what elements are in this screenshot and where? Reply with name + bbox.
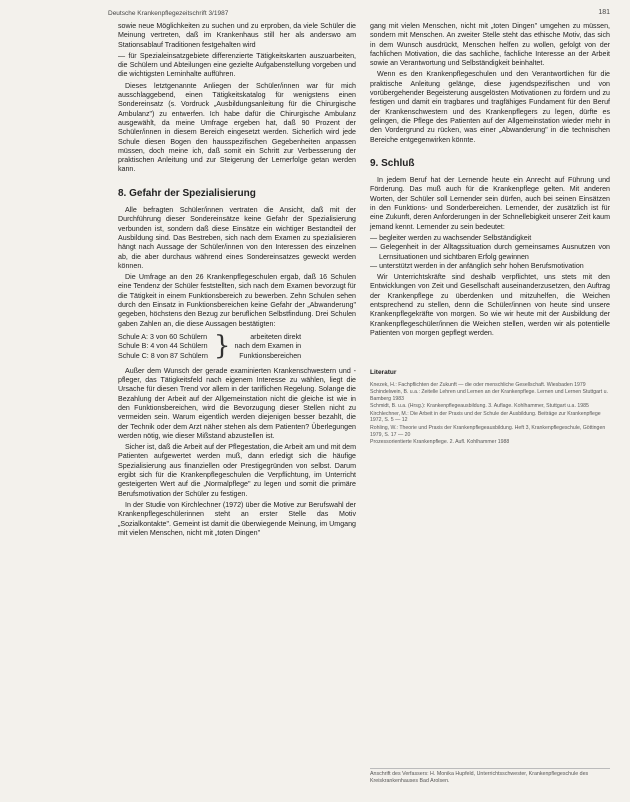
list-item: — begleiter werden zu wachsender Selbständigkeit xyxy=(370,233,532,242)
schools-table xyxy=(118,330,356,361)
paragraph: Wir Unterrichtskräfte sind deshalb verpflichtet, uns stets mit den Entwicklungen von Zeit und Gesellschaft auseinanderzusetzen, den Auftrag der Krankenpflege zu überdenken und mitzuhelfen, die Weichen entsprechend zu stellen, denn die Schüler/innen von heute sind unsere Krankenpflegekräfte von morgen. So wie wir heute mit der Ausbildung der Krankenpflegeschüler/innen die Weichen stellen, werden wir als potentielle Patienten von morgen gepflegt werden. xyxy=(370,273,610,337)
right-column xyxy=(370,22,610,447)
brace-icon: } xyxy=(213,330,231,361)
literature-item: Kirchlechner, M.: Die Arbeit in der Praxis und der Schule der Ausbildung. Beiträge zur Krankenpflege 1972, S. 5 — 12 xyxy=(370,410,601,424)
paragraph: gang mit vielen Menschen, nicht mit „toten Dingen" umgehen zu müssen, sondern mit Menschen. An zweiter Stelle steht das ethische Motiv, das sich in dem Wunsch ausdrückt, Menschen helfen zu wollen, gefolgt von der fachlichen Motivation, die das sachliche, fachliche Interesse an der Arbeit sowie an Verantwortung und Selbständigkeit beinhaltet. xyxy=(370,22,610,68)
author-footnote: Anschrift des Verfassers: H. Monika Hupfeld, Unterrichtsschwester, Krankenpflegeschule des Kreiskrankenhauses Bad Arolsen. xyxy=(370,768,610,785)
school-entry: Schule C: 8 von 87 Schülern xyxy=(118,351,208,360)
literature-item: Rohling, W.: Theorie und Praxis der Krankenpflegeausbildung. Heft 3, Krankenpflegeschule, Göttingen 1979, S. 17 — 20 xyxy=(370,425,606,438)
section-9-heading: 9. Schluß xyxy=(370,157,415,169)
school-entry: Schule B: 4 von 44 Schülern xyxy=(118,342,208,351)
paragraph: Alle befragten Schüler/innen vertraten die Ansicht, daß mit der Durchführung dieser Sondereinsätze keine Gefahr der Spezialisierung verbunden ist, sondern daß diese Einsätze ein wichtiger Bestandteil der Ausbildung sind. Das Bestreben, sich nach dem Examen zu spezialisieren hängt nach Aussage der Schüler/innen von den Interessen des einzelnen ab, die aber durchaus während eines Sondereinsatzes geweckt werden können. xyxy=(118,206,356,270)
section-8-heading: 8. Gefahr der Spezialisierung xyxy=(118,187,256,199)
paragraph: Wenn es den Krankenpflegeschulen und den Verantwortlichen für die praktische Anleitung gelänge, diese jugendspezifischen und von vorübergehender Begeisterung ausgelösten Motivationen zu fördern und zu festigen und damit ein tragbares und tragfähiges Fundament für den Beruf der Krankenschwestern und des Krankenpflegers zu legen, dürfte es gelingen, die Pflege des Patienten auf der Allgemeinstation wieder mehr in den Vordergrund zu rücken, was einer „Abwanderung" in die technischen Bereiche entgegenwirken könnte. xyxy=(370,70,610,144)
schools-note: arbeiteten direkt xyxy=(250,332,302,341)
page-number: 181 xyxy=(598,9,610,16)
literature-item: Schindelwein, B. u.a.: Zeitelle Lehren und Lernen an der Krankenpflege. Lernen und Lernen Stuttgart u. Bamberg 1983 xyxy=(370,389,608,402)
paragraph: In jedem Beruf hat der Lernende heute ein Anrecht auf Führung und Förderung. Das muß auch für die Krankenpflege gelten. Mit anderen Worten, der Schüler soll Lernender sein dürfen, auch bei seinen Einsätzen in den Funktions- und Sonderbereichen. Lernender, der zusätzlich ist für eine Zukunft, deren Anforderungen in der Schnellebigkeit unserer Zeit kaum jemand kennt. Lernender zu sein bedeutet: xyxy=(370,176,610,231)
school-entry: Schule A: 3 von 60 Schülern xyxy=(118,332,208,341)
left-column xyxy=(118,22,356,540)
literature-title: Literatur xyxy=(370,369,397,377)
paragraph: — für Spezialeinsatzgebiete differenzierte Tätigkeitskarten auszuarbeiten, die Schülern und Abteilungen eine gezielte Aufgabenstellung vorgeben und die wichtigsten Lerninhalte aufführen. xyxy=(118,51,356,79)
paragraph: Außer dem Wunsch der gerade examinierten Krankenschwestern und -pfleger, das Tätigkeitsfeld nach eigenem Interesse zu wählen, liegt die Ursache für diesen Trend vor allem in der tariflichen Regelung. Solange die Bezahlung der Arbeit auf der Allgemeinstation nicht die gleiche ist wie in den Funktionsbereichen, wird die Bevorzugung dieser Stellen nicht zu vermeiden sein. Warum eigentlich werden diejenigen besser bezahlt, die der Technik oder dem Arzt näher stehen als dem Patienten? Überlegungen werden nötig, wie dieser Mißstand abzustellen ist. xyxy=(118,366,356,440)
paragraph: Sicher ist, daß die Arbeit auf der Pflegestation, die Arbeit am und mit dem Patienten aufgewertet werden muß, dann erledigt sich die häufige Spezialisierung aus finanziellen oder Prestigegründen von selbst. Darum ergibt sich für die Krankenpflegeschulen die Verpflichtung, im Unterricht gesteigerten Wert auf die „Normalpflege" zu legen und somit die primäre Berufsmotivation der Schüler zu festigen. xyxy=(118,443,356,498)
paragraph: In der Studie von Kirchlechner (1972) über die Motive zur Berufswahl der Krankenpflegeschülerinnen steht an erster Stelle das Motiv „Sozialkontakte". Gemeint ist damit die überwiegende Meinung, im Umgang mit vielen Menschen, nicht mit „toten Dingen" xyxy=(118,500,356,537)
literature-item: Schmidt, B. u.a. (Hrsg.): Krankenpflegeausbildung. 3. Auflage. Kohlhammer, Stuttgart u.a. 1985 xyxy=(370,403,589,410)
bullet-list xyxy=(370,234,610,271)
running-head: Deutsche Krankenpflegezeitschrift 3/1987 xyxy=(108,10,229,17)
paragraph: Dieses letztgenannte Anliegen der Schüler/innen war für mich ausschlaggebend, einen Tätigkeitskatalog für wenigstens einen Sondereinsatz (s. Vordruck „Ausbildungsanleitung für die Chirurgische Ambulanz") zu entwerfen. Ich habe dafür die Chirurgische Ambulanz ausgewählt, da meine Umfrage ergeben hat, daß 90 Prozent der Schüler/innen in diesem Bereich eingesetzt werden. Sicherlich wird jede Schule diesen Bogen den hausspezifischen Gegebenheiten anpassen müssen, doch meine ich, daß somit ein Schritt zur Verbesserung der praktischen Anleitung und zur Steigerung der Lernerfolge getan werden kann. xyxy=(118,81,356,174)
literature-item: Knezek, H.: Fachpflichten der Zukunft — die oder menschliche Gesellschaft. Wiesbaden 1979 xyxy=(370,381,586,388)
schools-note: Funktionsbereichen xyxy=(239,351,302,360)
schools-note: nach dem Examen in xyxy=(234,342,302,351)
literature-item: Prozessorientierte Krankenpflege. 2. Aufl. Kohlhammer 1988 xyxy=(370,439,510,446)
paragraph: Die Umfrage an den 26 Krankenpflegeschulen ergab, daß 16 Schulen eine Tendenz der Schüler feststellten, sich nach dem Examen bevorzugt für die Tätigkeit in einem Funktionsbereich zu bewerben. Zehn Schulen sehen durch den Einsatz in Funktionsbereichen keine Gefahr der „Abwanderung" gegeben, höchstens den Bezug zur beruflichen Selbstfindung. Drei Schulen gaben Zahlen an, die diese Aussagen bestätigten: xyxy=(118,273,356,328)
list-item: — unterstützt werden in der anfänglich sehr hohen Berufsmotivation xyxy=(370,261,584,270)
paragraph: sowie neue Möglichkeiten zu suchen und zu erproben, da viele Schüler die Meinung vertreten, daß im Krankenhaus still her als anderswo am Stationsablauf Traditionen festgehalten wird xyxy=(118,22,356,49)
list-item: — Gelegenheit in der Alltagssituation durch gemeinsames Ausnutzen von Lernsituationen und sichtbaren Erfolg gewinnen xyxy=(370,243,610,261)
